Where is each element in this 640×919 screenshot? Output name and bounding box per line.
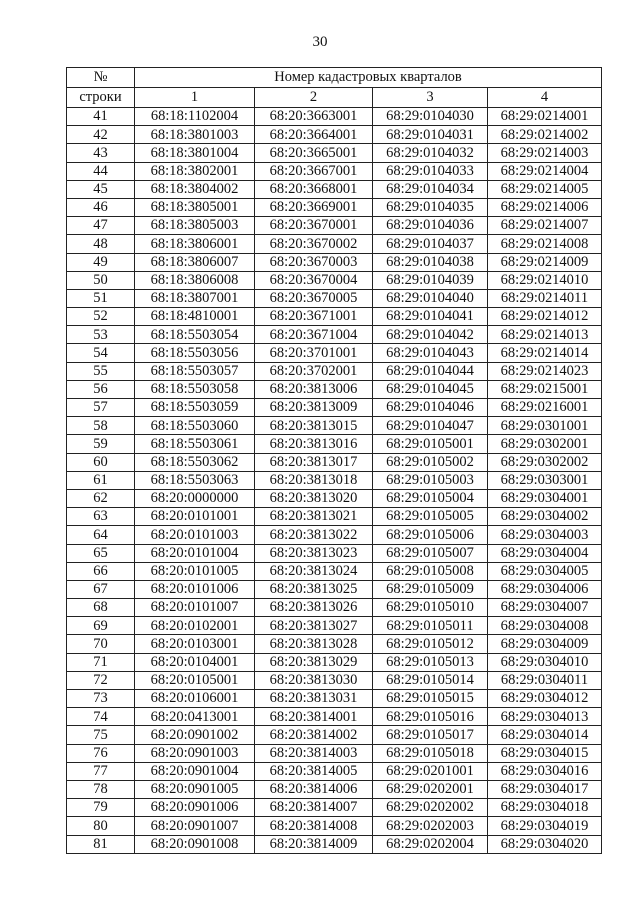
quarter-col-4-cell: 68:29:0214014 (488, 344, 602, 362)
row-number-cell: 61 (67, 471, 135, 489)
quarter-col-1-cell: 68:18:4810001 (135, 308, 255, 326)
table-row (67, 726, 602, 744)
table-row (67, 289, 602, 307)
quarter-col-1-cell: 68:18:3801003 (135, 126, 255, 144)
quarter-col-3-cell: 68:29:0104033 (373, 162, 488, 180)
quarter-col-2-cell: 68:20:3813030 (255, 671, 373, 689)
table-row (67, 835, 602, 853)
row-number-cell: 43 (67, 144, 135, 162)
row-number-header-symbol: № (67, 68, 135, 88)
quarter-col-2-cell: 68:20:3813006 (255, 380, 373, 398)
quarter-col-3-cell: 68:29:0105006 (373, 526, 488, 544)
quarter-col-4-cell: 68:29:0304014 (488, 726, 602, 744)
quarter-col-4-cell: 68:29:0304019 (488, 817, 602, 835)
quarter-col-1-cell: 68:18:5503054 (135, 326, 255, 344)
quarter-col-3-cell: 68:29:0105004 (373, 489, 488, 507)
quarter-col-3-cell: 68:29:0104032 (373, 144, 488, 162)
table-row (67, 217, 602, 235)
table-row (67, 762, 602, 780)
row-number-cell: 45 (67, 180, 135, 198)
quarter-col-3-cell: 68:29:0105015 (373, 690, 488, 708)
quarter-col-2-cell: 68:20:3702001 (255, 362, 373, 380)
quarter-col-3-cell: 68:29:0104031 (373, 126, 488, 144)
quarter-col-2-cell: 68:20:3813028 (255, 635, 373, 653)
quarter-col-3-cell: 68:29:0104044 (373, 362, 488, 380)
quarter-col-2-cell: 68:20:3813025 (255, 580, 373, 598)
quarter-col-2-cell: 68:20:3813024 (255, 562, 373, 580)
quarter-col-1-cell: 68:20:0901005 (135, 780, 255, 798)
row-number-cell: 72 (67, 671, 135, 689)
quarter-col-1-cell: 68:20:0106001 (135, 690, 255, 708)
table-row (67, 708, 602, 726)
quarter-col-3-cell: 68:29:0202002 (373, 799, 488, 817)
row-number-cell: 59 (67, 435, 135, 453)
row-number-cell: 50 (67, 271, 135, 289)
quarter-col-1-cell: 68:18:3802001 (135, 162, 255, 180)
quarter-col-3-cell: 68:29:0104030 (373, 108, 488, 126)
column-number-2: 2 (255, 88, 373, 108)
quarter-col-2-cell: 68:20:3671001 (255, 308, 373, 326)
quarter-col-4-cell: 68:29:0304003 (488, 526, 602, 544)
quarter-col-3-cell: 68:29:0105009 (373, 580, 488, 598)
quarter-col-4-cell: 68:29:0302001 (488, 435, 602, 453)
quarter-col-4-cell: 68:29:0302002 (488, 453, 602, 471)
table-row (67, 508, 602, 526)
table-row (67, 544, 602, 562)
row-number-cell: 76 (67, 744, 135, 762)
row-number-cell: 81 (67, 835, 135, 853)
row-number-cell: 68 (67, 599, 135, 617)
row-number-cell: 41 (67, 108, 135, 126)
row-number-cell: 70 (67, 635, 135, 653)
row-number-cell: 49 (67, 253, 135, 271)
row-number-cell: 53 (67, 326, 135, 344)
quarter-col-2-cell: 68:20:3813021 (255, 508, 373, 526)
row-number-cell: 71 (67, 653, 135, 671)
quarter-col-2-cell: 68:20:3663001 (255, 108, 373, 126)
table-row (67, 235, 602, 253)
quarter-col-3-cell: 68:29:0105018 (373, 744, 488, 762)
table-row (67, 144, 602, 162)
quarter-col-1-cell: 68:20:0101005 (135, 562, 255, 580)
quarter-col-1-cell: 68:18:3805001 (135, 198, 255, 216)
quarter-col-1-cell: 68:20:0101004 (135, 544, 255, 562)
quarter-col-4-cell: 68:29:0304016 (488, 762, 602, 780)
row-number-cell: 56 (67, 380, 135, 398)
quarter-col-3-cell: 68:29:0104047 (373, 417, 488, 435)
quarter-col-2-cell: 68:20:3670004 (255, 271, 373, 289)
table-row (67, 635, 602, 653)
table-row (67, 671, 602, 689)
quarter-col-2-cell: 68:20:3701001 (255, 344, 373, 362)
quarter-col-4-cell: 68:29:0214006 (488, 198, 602, 216)
quarter-col-3-cell: 68:29:0104041 (373, 308, 488, 326)
table-row (67, 744, 602, 762)
row-number-cell: 62 (67, 489, 135, 507)
quarter-col-1-cell: 68:18:3801004 (135, 144, 255, 162)
quarter-col-1-cell: 68:18:5503057 (135, 362, 255, 380)
table-row (67, 417, 602, 435)
quarter-col-2-cell: 68:20:3814003 (255, 744, 373, 762)
row-number-cell: 73 (67, 690, 135, 708)
row-number-cell: 79 (67, 799, 135, 817)
quarter-col-1-cell: 68:20:0901006 (135, 799, 255, 817)
column-number-4: 4 (488, 88, 602, 108)
table-row (67, 162, 602, 180)
quarter-col-4-cell: 68:29:0214010 (488, 271, 602, 289)
table-row (67, 380, 602, 398)
quarter-col-3-cell: 68:29:0202003 (373, 817, 488, 835)
quarter-col-2-cell: 68:20:3667001 (255, 162, 373, 180)
row-number-cell: 60 (67, 453, 135, 471)
quarter-col-4-cell: 68:29:0304009 (488, 635, 602, 653)
quarter-col-4-cell: 68:29:0304005 (488, 562, 602, 580)
table-header (67, 68, 602, 108)
quarter-col-4-cell: 68:29:0214003 (488, 144, 602, 162)
quarter-col-3-cell: 68:29:0105010 (373, 599, 488, 617)
table-row (67, 653, 602, 671)
quarter-col-3-cell: 68:29:0105008 (373, 562, 488, 580)
quarter-col-3-cell: 68:29:0104036 (373, 217, 488, 235)
row-number-cell: 51 (67, 289, 135, 307)
quarter-col-2-cell: 68:20:3665001 (255, 144, 373, 162)
table-row (67, 526, 602, 544)
row-number-cell: 74 (67, 708, 135, 726)
quarter-col-2-cell: 68:20:3813022 (255, 526, 373, 544)
quarter-col-2-cell: 68:20:3813020 (255, 489, 373, 507)
quarter-col-1-cell: 68:18:1102004 (135, 108, 255, 126)
quarter-col-4-cell: 68:29:0214007 (488, 217, 602, 235)
quarter-col-3-cell: 68:29:0105007 (373, 544, 488, 562)
row-number-cell: 48 (67, 235, 135, 253)
quarter-col-3-cell: 68:29:0104035 (373, 198, 488, 216)
row-number-cell: 58 (67, 417, 135, 435)
table-row (67, 344, 602, 362)
quarter-col-4-cell: 68:29:0304002 (488, 508, 602, 526)
quarter-col-2-cell: 68:20:3813009 (255, 399, 373, 417)
quarter-col-1-cell: 68:18:5503060 (135, 417, 255, 435)
table-row (67, 271, 602, 289)
table-row (67, 817, 602, 835)
quarter-col-4-cell: 68:29:0304008 (488, 617, 602, 635)
quarter-col-1-cell: 68:18:3806001 (135, 235, 255, 253)
quarter-col-2-cell: 68:20:3668001 (255, 180, 373, 198)
quarter-col-4-cell: 68:29:0216001 (488, 399, 602, 417)
quarter-col-2-cell: 68:20:3671004 (255, 326, 373, 344)
quarter-col-2-cell: 68:20:3814009 (255, 835, 373, 853)
quarter-col-1-cell: 68:20:0413001 (135, 708, 255, 726)
cadastral-quarters-table (66, 67, 602, 854)
quarter-col-1-cell: 68:20:0102001 (135, 617, 255, 635)
quarter-col-4-cell: 68:29:0214004 (488, 162, 602, 180)
quarter-col-2-cell: 68:20:3670005 (255, 289, 373, 307)
quarter-col-4-cell: 68:29:0303001 (488, 471, 602, 489)
quarter-col-1-cell: 68:20:0901008 (135, 835, 255, 853)
quarter-col-2-cell: 68:20:3813027 (255, 617, 373, 635)
row-number-cell: 42 (67, 126, 135, 144)
quarter-col-2-cell: 68:20:3670001 (255, 217, 373, 235)
quarter-col-2-cell: 68:20:3814007 (255, 799, 373, 817)
quarter-col-1-cell: 68:18:3804002 (135, 180, 255, 198)
table-row (67, 126, 602, 144)
quarter-col-2-cell: 68:20:3813016 (255, 435, 373, 453)
quarter-col-3-cell: 68:29:0202001 (373, 780, 488, 798)
table-row (67, 453, 602, 471)
row-number-cell: 54 (67, 344, 135, 362)
quarter-col-2-cell: 68:20:3814001 (255, 708, 373, 726)
quarter-col-4-cell: 68:29:0304012 (488, 690, 602, 708)
row-number-cell: 66 (67, 562, 135, 580)
table-row (67, 198, 602, 216)
table-body (67, 108, 602, 854)
quarter-col-1-cell: 68:18:3806008 (135, 271, 255, 289)
quarter-col-4-cell: 68:29:0214012 (488, 308, 602, 326)
quarter-col-4-cell: 68:29:0304020 (488, 835, 602, 853)
quarter-col-3-cell: 68:29:0105002 (373, 453, 488, 471)
table-row (67, 471, 602, 489)
quarter-col-1-cell: 68:18:3806007 (135, 253, 255, 271)
quarter-col-3-cell: 68:29:0104042 (373, 326, 488, 344)
row-number-cell: 52 (67, 308, 135, 326)
row-number-cell: 63 (67, 508, 135, 526)
header-row-bottom (67, 88, 602, 108)
quarter-col-3-cell: 68:29:0105005 (373, 508, 488, 526)
quarter-col-4-cell: 68:29:0304006 (488, 580, 602, 598)
quarter-col-4-cell: 68:29:0214005 (488, 180, 602, 198)
quarter-col-1-cell: 68:20:0101003 (135, 526, 255, 544)
quarter-col-3-cell: 68:29:0104046 (373, 399, 488, 417)
quarter-col-1-cell: 68:20:0103001 (135, 635, 255, 653)
quarter-col-4-cell: 68:29:0214001 (488, 108, 602, 126)
quarter-col-3-cell: 68:29:0105001 (373, 435, 488, 453)
quarter-col-1-cell: 68:18:5503059 (135, 399, 255, 417)
quarter-col-3-cell: 68:29:0105016 (373, 708, 488, 726)
group-header-title: Номер кадастровых кварталов (135, 68, 602, 88)
table-row (67, 180, 602, 198)
row-number-cell: 44 (67, 162, 135, 180)
row-number-cell: 47 (67, 217, 135, 235)
table-row (67, 326, 602, 344)
row-number-cell: 80 (67, 817, 135, 835)
quarter-col-3-cell: 68:29:0105014 (373, 671, 488, 689)
quarter-col-4-cell: 68:29:0215001 (488, 380, 602, 398)
quarter-col-1-cell: 68:18:3807001 (135, 289, 255, 307)
quarter-col-3-cell: 68:29:0202004 (373, 835, 488, 853)
quarter-col-2-cell: 68:20:3813017 (255, 453, 373, 471)
quarter-col-2-cell: 68:20:3813031 (255, 690, 373, 708)
quarter-col-2-cell: 68:20:3669001 (255, 198, 373, 216)
quarter-col-3-cell: 68:29:0104043 (373, 344, 488, 362)
quarter-col-4-cell: 68:29:0304015 (488, 744, 602, 762)
quarter-col-4-cell: 68:29:0304004 (488, 544, 602, 562)
quarter-col-2-cell: 68:20:3813023 (255, 544, 373, 562)
row-number-cell: 75 (67, 726, 135, 744)
quarter-col-2-cell: 68:20:3813029 (255, 653, 373, 671)
quarter-col-3-cell: 68:29:0105003 (373, 471, 488, 489)
quarter-col-3-cell: 68:29:0104040 (373, 289, 488, 307)
quarter-col-1-cell: 68:18:5503061 (135, 435, 255, 453)
quarter-col-3-cell: 68:29:0105017 (373, 726, 488, 744)
quarter-col-1-cell: 68:20:0101007 (135, 599, 255, 617)
quarter-col-1-cell: 68:18:5503056 (135, 344, 255, 362)
quarter-col-2-cell: 68:20:3814006 (255, 780, 373, 798)
row-number-cell: 46 (67, 198, 135, 216)
quarter-col-3-cell: 68:29:0105011 (373, 617, 488, 635)
quarter-col-2-cell: 68:20:3670002 (255, 235, 373, 253)
table-row (67, 690, 602, 708)
quarter-col-3-cell: 68:29:0104039 (373, 271, 488, 289)
column-number-1: 1 (135, 88, 255, 108)
quarter-col-4-cell: 68:29:0301001 (488, 417, 602, 435)
quarter-col-4-cell: 68:29:0214023 (488, 362, 602, 380)
table-row (67, 362, 602, 380)
quarter-col-3-cell: 68:29:0105013 (373, 653, 488, 671)
quarter-col-1-cell: 68:20:0104001 (135, 653, 255, 671)
quarter-col-4-cell: 68:29:0304018 (488, 799, 602, 817)
quarter-col-2-cell: 68:20:3813018 (255, 471, 373, 489)
quarter-col-4-cell: 68:29:0304010 (488, 653, 602, 671)
quarter-col-1-cell: 68:18:5503058 (135, 380, 255, 398)
table-row (67, 253, 602, 271)
column-number-3: 3 (373, 88, 488, 108)
quarter-col-4-cell: 68:29:0214013 (488, 326, 602, 344)
quarter-col-1-cell: 68:20:0101006 (135, 580, 255, 598)
quarter-col-4-cell: 68:29:0304001 (488, 489, 602, 507)
quarter-col-4-cell: 68:29:0214008 (488, 235, 602, 253)
quarter-col-1-cell: 68:20:0105001 (135, 671, 255, 689)
header-row-top (67, 68, 602, 88)
quarter-col-3-cell: 68:29:0104034 (373, 180, 488, 198)
quarter-col-1-cell: 68:20:0901003 (135, 744, 255, 762)
quarter-col-3-cell: 68:29:0105012 (373, 635, 488, 653)
table-row (67, 780, 602, 798)
table-row (67, 799, 602, 817)
table-row (67, 435, 602, 453)
quarter-col-4-cell: 68:29:0214011 (488, 289, 602, 307)
quarter-col-1-cell: 68:20:0901007 (135, 817, 255, 835)
quarter-col-4-cell: 68:29:0304013 (488, 708, 602, 726)
quarter-col-2-cell: 68:20:3813015 (255, 417, 373, 435)
quarter-col-2-cell: 68:20:3814002 (255, 726, 373, 744)
quarter-col-2-cell: 68:20:3813026 (255, 599, 373, 617)
quarter-col-1-cell: 68:18:5503063 (135, 471, 255, 489)
quarter-col-3-cell: 68:29:0104038 (373, 253, 488, 271)
quarter-col-2-cell: 68:20:3664001 (255, 126, 373, 144)
table-row (67, 399, 602, 417)
quarter-col-1-cell: 68:20:0000000 (135, 489, 255, 507)
row-number-cell: 55 (67, 362, 135, 380)
quarter-col-4-cell: 68:29:0304011 (488, 671, 602, 689)
quarter-col-3-cell: 68:29:0201001 (373, 762, 488, 780)
quarter-col-4-cell: 68:29:0214009 (488, 253, 602, 271)
quarter-col-2-cell: 68:20:3670003 (255, 253, 373, 271)
quarter-col-4-cell: 68:29:0304007 (488, 599, 602, 617)
row-number-cell: 57 (67, 399, 135, 417)
table-row (67, 308, 602, 326)
table-row (67, 617, 602, 635)
table-row (67, 108, 602, 126)
quarter-col-2-cell: 68:20:3814005 (255, 762, 373, 780)
quarter-col-4-cell: 68:29:0214002 (488, 126, 602, 144)
quarter-col-4-cell: 68:29:0304017 (488, 780, 602, 798)
table-row (67, 580, 602, 598)
row-number-header-label: строки (67, 88, 135, 108)
table-row (67, 562, 602, 580)
quarter-col-2-cell: 68:20:3814008 (255, 817, 373, 835)
quarter-col-1-cell: 68:20:0901004 (135, 762, 255, 780)
page-number: 30 (312, 34, 328, 50)
quarter-col-1-cell: 68:18:5503062 (135, 453, 255, 471)
row-number-cell: 78 (67, 780, 135, 798)
quarter-col-3-cell: 68:29:0104037 (373, 235, 488, 253)
table-row (67, 599, 602, 617)
row-number-cell: 67 (67, 580, 135, 598)
row-number-cell: 65 (67, 544, 135, 562)
quarter-col-3-cell: 68:29:0104045 (373, 380, 488, 398)
table-row (67, 489, 602, 507)
row-number-cell: 69 (67, 617, 135, 635)
quarter-col-1-cell: 68:18:3805003 (135, 217, 255, 235)
quarter-col-1-cell: 68:20:0901002 (135, 726, 255, 744)
quarter-col-1-cell: 68:20:0101001 (135, 508, 255, 526)
row-number-cell: 77 (67, 762, 135, 780)
row-number-cell: 64 (67, 526, 135, 544)
